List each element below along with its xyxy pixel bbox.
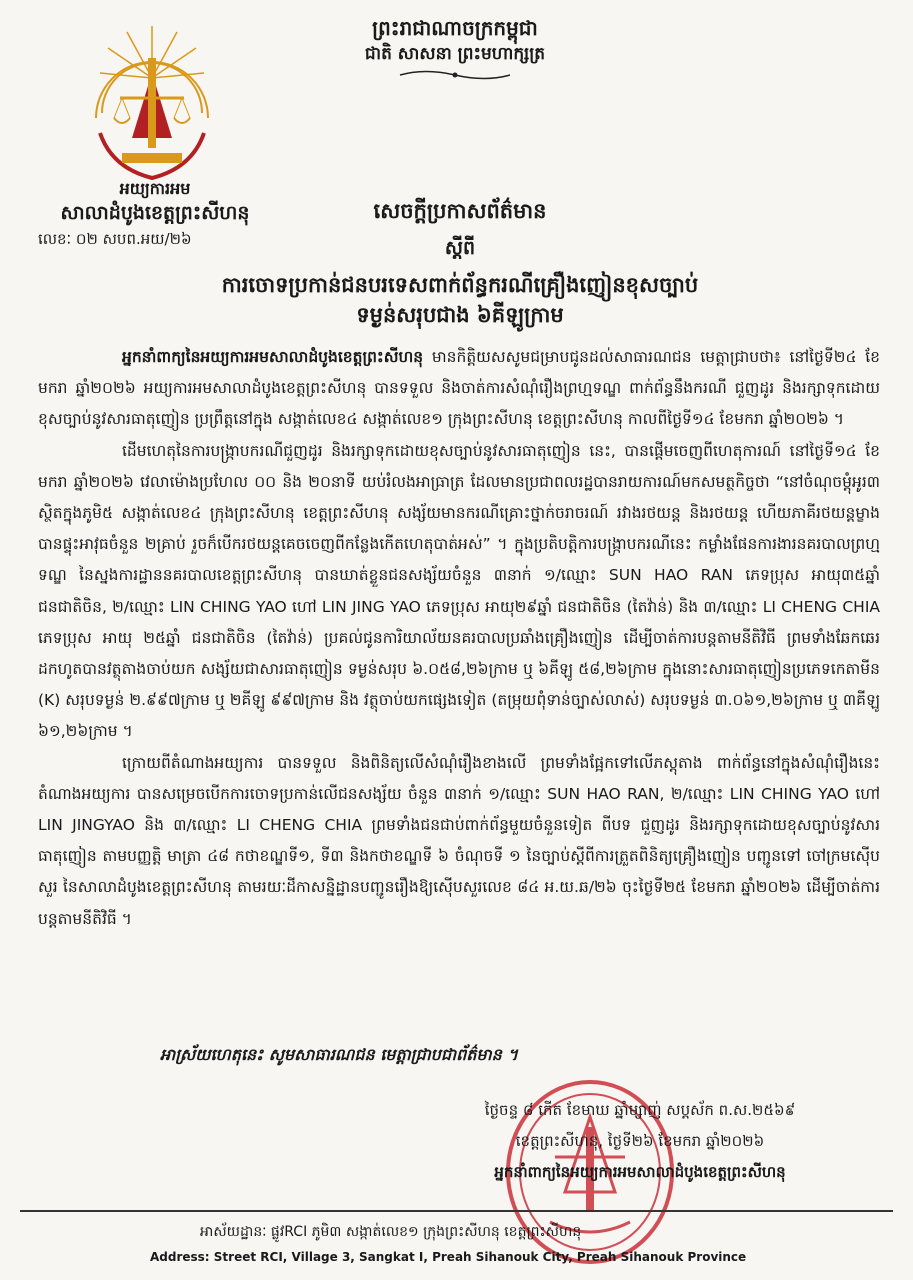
footer-divider xyxy=(20,1210,893,1212)
date-signature-block xyxy=(400,1095,880,1188)
kingdom-name: ព្រះរាជាណាចក្រកម្ពុជា xyxy=(372,16,538,40)
ornament-divider-icon xyxy=(395,68,515,82)
reference-number: លេខៈ ០២ សបព.អយ/២៦ xyxy=(38,230,192,248)
motto-text: ជាតិ សាសនា ព្រះមហាក្សត្រ xyxy=(364,44,546,64)
spokesperson-lead: អ្នកនាំពាក្យនៃអយ្យការអមសាលាដំបូងខេត្តព្រះសីហនុ xyxy=(122,348,424,366)
lunar-date: ថ្ងៃចន្ទ ៨ កើត ខែមាឃ ឆ្នាំម្សាញ់ សប្តស័ក ព.ស.២៥៦៩ xyxy=(484,1101,796,1119)
national-motto xyxy=(300,14,610,82)
subject-line-2: ទម្ងន់សរុបជាង ៦គីឡូក្រាម xyxy=(356,303,564,327)
paragraph-1 xyxy=(38,342,880,436)
address-khmer: អាស័យដ្ឋានៈ ផ្លូវRCI ភូមិ៣ សង្កាត់លេខ១ ក្រុងព្រះសីហនុ ខេត្តព្រះសីហនុ xyxy=(200,1224,582,1240)
subject-line-1: ការចោទប្រកាន់ជនបរទេសពាក់ព័ន្ធករណីគ្រឿងញៀនខុសច្បាប់ xyxy=(221,273,699,297)
document-title: សេចក្តីប្រកាសព័ត៌មាន xyxy=(373,199,547,223)
paragraph-3: ក្រោយពីតំណាងអយ្យការ បានទទួល និងពិនិត្យលើសំណុំរឿងខាងលើ ព្រមទាំងផ្អែកទៅលើភស្តុតាង ពាក់ព័ន្ធនៅក្នុងសំណុំរឿងនេះ តំណាងអយ្យការ បានសម្រេចបើកការចោទប្រកាន់លើជនសង្ស័យ ចំនួន ៣នាក់ ១/ឈ្មោះ SUN HAO RAN, ២/ឈ្មោះ LIN CHING YAO ហៅ LIN JINGYAO និង ៣/ឈ្មោះ LI CHENG CHIA ព្រមទាំងជនជាប់ពាក់ព័ន្ធមួយចំនួនទៀត ពីបទ ជួញដូរ និងរក្សាទុកដោយខុសច្បាប់នូវសារធាតុញៀន តាមបញ្ញត្តិ មាត្រា ៤៨ កថាខណ្ឌទី១, ទី៣ និងកថាខណ្ឌទី ៦ ចំណុចទី ១ នៃច្បាប់ស្តីពីការត្រួតពិនិត្យគ្រឿងញៀន បញ្ជូនទៅ ចៅក្រមស៊ើបសួរ នៃសាលាដំបូងខេត្តព្រះសីហនុ តាមរយៈដីកាសន្និដ្ឋានបញ្ជូនរឿងឱ្យស៊ើបសួរលេខ ៨៤ អ.យ.ឆ/២៦ ចុះថ្ងៃទី២៥ ខែមករា ឆ្នាំ២០២៦ ដើម្បីចាត់ការបន្តតាមនីតិវិធី ។ xyxy=(38,753,880,928)
paragraph-2: ដើមហេតុនៃការបង្ក្រាបករណីជួញដូរ និងរក្សាទុកដោយខុសច្បាប់នូវសារធាតុញៀន នេះ, បានផ្តើមចេញពីហេតុការណ៍ នៅថ្ងៃទី១៤ ខែមករា ឆ្នាំ២០២៦ វេលាម៉ោងប្រហែល ០០ និង ២០នាទី យប់រំលងអាធ្រាត្រ ដែលមានប្រជាពលរដ្ឋបានរាយការណ៍មកសមត្ថកិច្ចថា “នៅចំណុចម្តុំអូរ៣ ស្ថិតក្នុងភូមិ៥ សង្កាត់លេខ៤ ក្រុងព្រះសីហនុ ខេត្តព្រះសីហនុ សង្ស័យមានករណីគ្រោះថ្នាក់ចរាចរណ៍ រវាងរថយន្ត និងរថយន្ត ហើយភាគីរថយន្តម្ខាង បានផ្ទុះអាវុធចំនួន ២គ្រាប់ រួចក៏បើករថយន្តគេចចេញពីកន្លែងកើតហេតុបាត់អស់” ។ ក្នុងប្រតិបត្តិការបង្ក្រាបករណីនេះ កម្លាំងផែនការងារនគរបាលព្រហ្មទណ្ឌ នៃស្នងការដ្ឋាននគរបាលខេត្តព្រះសីហនុ បានឃាត់ខ្លួនជនសង្ស័យចំនួន ៣នាក់ ១/ឈ្មោះ SUN HAO RAN ភេទប្រុស អាយុ៣៥ឆ្នាំ ជនជាតិចិន, ២/ឈ្មោះ LIN CHING YAO ហៅ LIN JING YAO ភេទប្រុស អាយុ២៩ឆ្នាំ ជនជាតិចិន (តៃវ៉ាន់) និង ៣/ឈ្មោះ LI CHENG CHIA ភេទប្រុស អាយុ ២៥ឆ្នាំ ជនជាតិចិន (តៃវ៉ាន់) ប្រគល់ជូនការិយាល័យនគរបាលប្រឆាំងគ្រឿងញៀន ដើម្បីចាត់ការបន្តតាមនីតិវិធី ព្រមទាំងឆែកឆេរដកហូតបានវត្ថុតាងចាប់យក សង្ស័យជាសារធាតុញៀន ទម្ងន់សរុប ៦.០៥៨,២៦ក្រាម ឬ ៦គីឡូ ៥៨,២៦ក្រាម ក្នុងនោះសារធាតុញៀនប្រភេទកេតាមីន (K) សរុបទម្ងន់ ២.៩៩៧ក្រាម ឬ ២គីឡូ ៩៩៧ក្រាម និង វត្ថុចាប់យកផ្សេងទៀត (តម្រុយពុំទាន់ច្បាស់លាស់) សរុបទម្ងន់ ៣.០៦១,២៦ក្រាម ឬ ៣គីឡូ ៦១,២៦ក្រាម ។ xyxy=(38,441,881,741)
title-about: ស្តីពី xyxy=(444,237,476,259)
address-english: Address: Street RCI, Village 3, Sangkat I, Preah Sihanouk City, Preah Sihanouk Province xyxy=(150,1250,747,1264)
paragraph-1-text: មានកិត្តិយសសូមជម្រាបជូនដល់សាធារណជន មេត្តាជ្រាបថា៖ នៅថ្ងៃទី២៤ ខែមករា ឆ្នាំ២០២៦ អយ្យការអមសាលាដំបូងខេត្តព្រះសីហនុ បានទទួល និងចាត់ការសំណុំរឿងព្រហ្មទណ្ឌ ពាក់ព័ន្ធនឹងករណី ជួញដូរ និងរក្សាទុកដោយខុសច្បាប់នូវសារធាតុញៀន ប្រព្រឹត្តនៅក្នុង សង្កាត់លេខ៤ សង្កាត់លេខ១ ក្រុងព្រះសីហនុ ខេត្តព្រះសីហនុ កាលពីថ្ងៃទី១៤ ខែមករា ឆ្នាំ២០២៦ ។ xyxy=(38,348,880,429)
office-line-1: អយ្យការអម xyxy=(119,179,191,198)
title-subject xyxy=(120,270,800,330)
body-text xyxy=(38,342,880,935)
signatory: អ្នកនាំពាក្យនៃអយ្យការអមសាលាដំបូងខេត្តព្រះសីហនុ xyxy=(494,1163,786,1181)
court-emblem-icon xyxy=(92,18,212,193)
solar-date: ខេត្តព្រះសីហនុ, ថ្ងៃទី២៦ ខែមករា ឆ្នាំ២០២៦ xyxy=(515,1132,765,1150)
office-line-2: សាលាដំបូងខេត្តព្រះសីហនុ xyxy=(60,202,250,224)
closing-statement: អាស្រ័យហេតុនេះ សូមសាធារណជន មេត្តាជ្រាបជាព័ត៌មាន ។ xyxy=(160,1045,518,1064)
